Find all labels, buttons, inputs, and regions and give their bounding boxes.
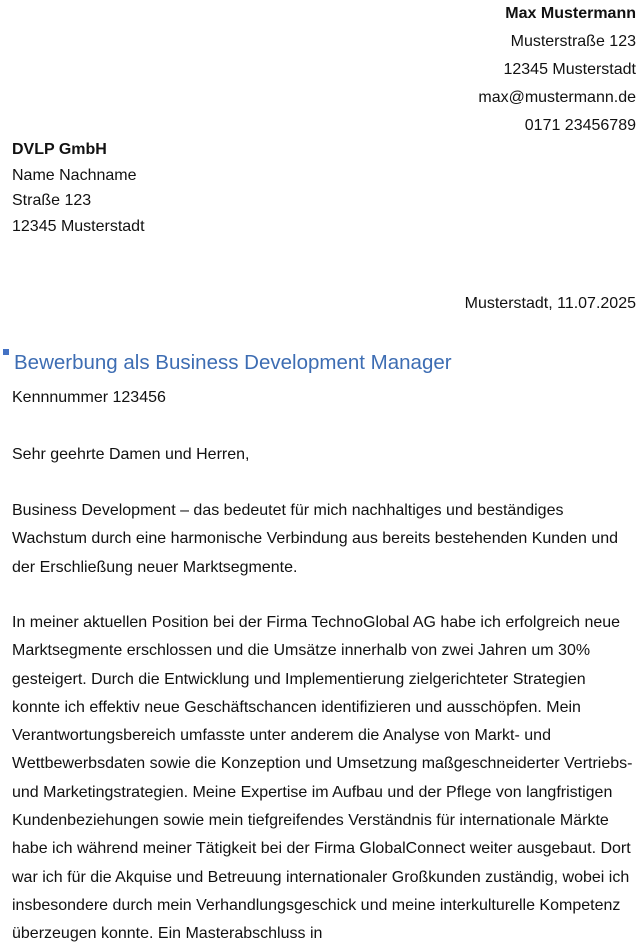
recipient-city: 12345 Musterstadt xyxy=(12,217,145,235)
recipient-street: Straße 123 xyxy=(12,192,92,209)
recipient-company: DVLP GmbH xyxy=(12,141,107,158)
sender-street: Musterstraße 123 xyxy=(510,33,636,50)
subject-marker-icon xyxy=(3,349,9,355)
recipient-address-block xyxy=(12,137,145,239)
subject-heading: Bewerbung als Business Development Manager xyxy=(14,351,452,374)
body-paragraph: In meiner aktuellen Position bei der Firma TechnoGlobal AG habe ich erfolgreich neue Marktsegmente erschlossen und die Umsätze innerhalb von zwei Jahren um 30% gesteigert. Durch die Entwicklung und Implementierung zielgerichteter Strategien konnte ich effektiv neue Geschäftschancen identifizieren und ausschöpfen. Mein Verantwortungsbereich umfasste unter anderem die Analyse von Markt- und Wettbewerbsdaten sowie die Konzeption und Umsetzung maßgeschneiderter Vertriebs- und Marketingstrategien. Meine Expertise im Aufbau und der Pflege von langfristigen Kundenbeziehungen sowie mein tiefgreifendes Verständnis für internationale Märkte habe ich während meiner Tätigkeit bei der Firma GlobalConnect weiter ausgebaut. Dort war ich für die Akquise und Betreuung internationaler Großkunden zuständig, wobei ich insbesondere durch mein Verhandlungsgeschick und meine interkulturelle Kompetenz überzeugen konnte. Ein Masterabschluss in xyxy=(12,614,633,943)
sender-city: 12345 Musterstadt xyxy=(503,61,636,78)
letter-date: Musterstadt, 11.07.2025 xyxy=(464,295,636,312)
salutation: Sehr geehrte Damen und Herren, xyxy=(12,446,250,463)
sender-address-block xyxy=(478,0,636,140)
reference-number: Kennnummer 123456 xyxy=(12,389,166,406)
sender-phone: 0171 23456789 xyxy=(524,117,636,134)
body-paragraph: Business Development – das bedeutet für mich nachhaltiges und beständiges Wachstum durch eine harmonische Verbindung aus bereits bestehenden Kunden und der Erschließung neuer Marktsegmente. xyxy=(12,502,619,576)
sender-name: Max Mustermann xyxy=(505,5,636,22)
sender-email: max@mustermann.de xyxy=(478,89,636,106)
recipient-contact: Name Nachname xyxy=(12,166,137,184)
